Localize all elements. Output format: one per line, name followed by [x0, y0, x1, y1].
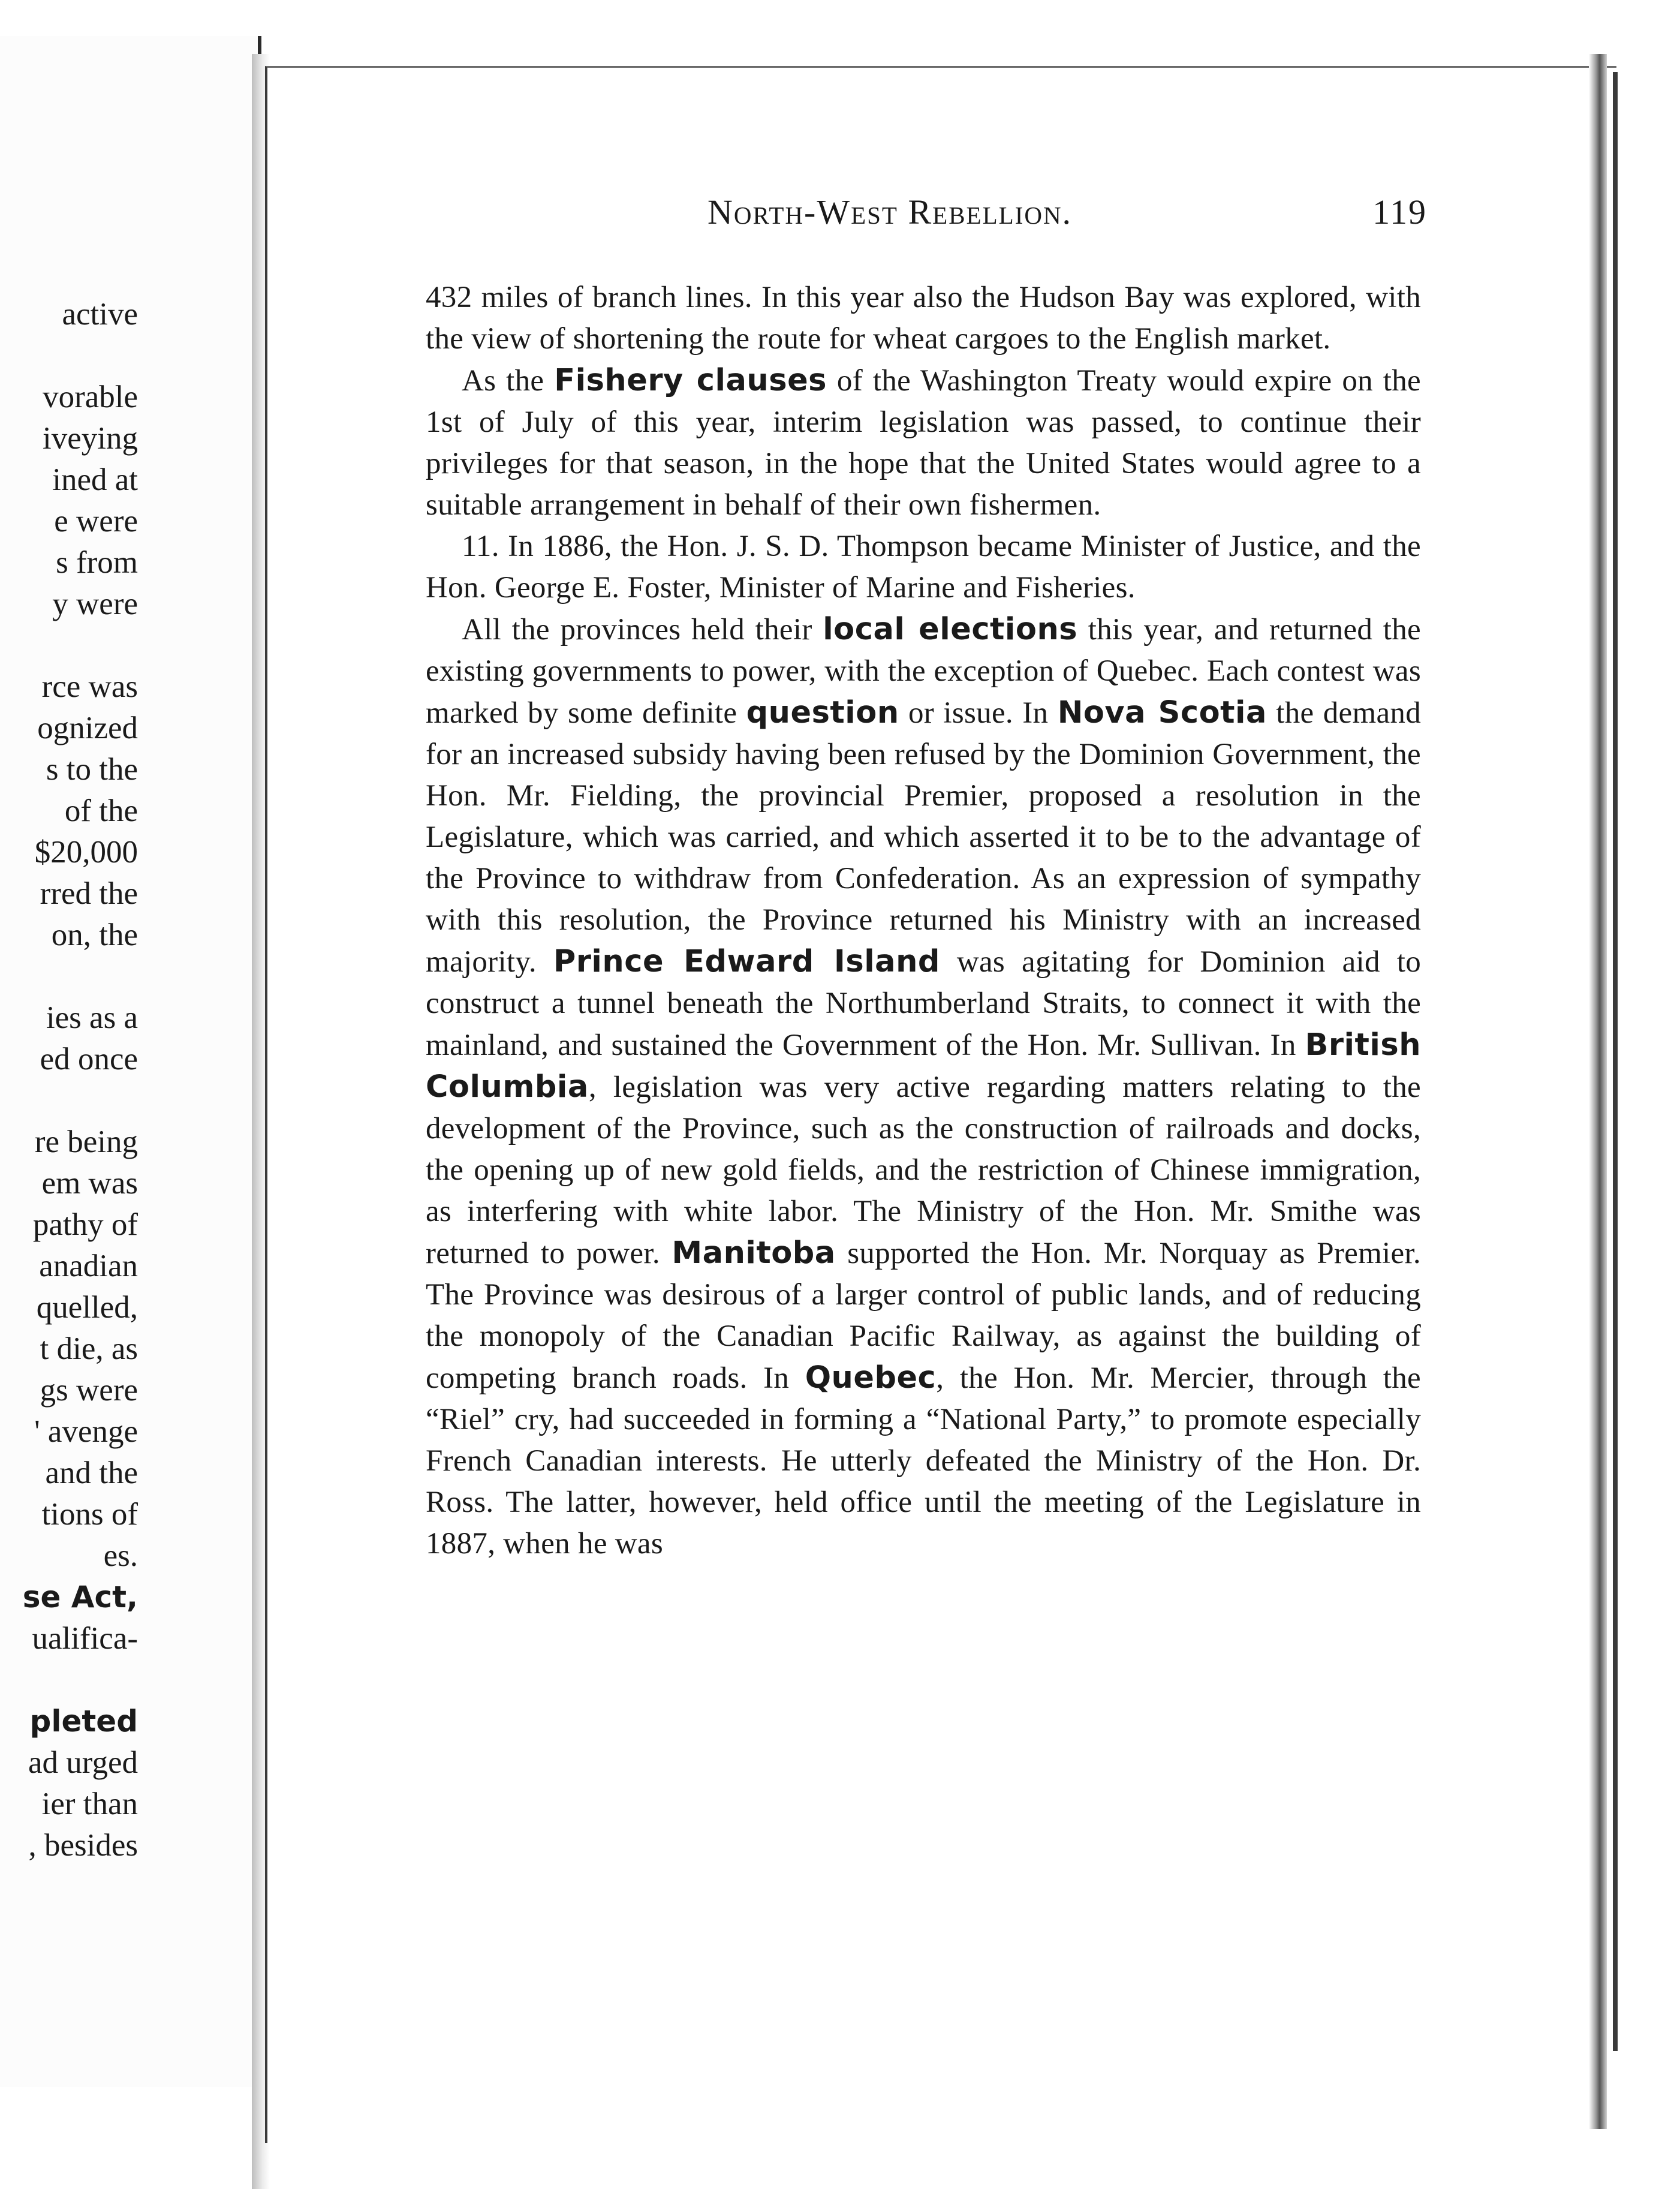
left-page-line: ognized	[37, 711, 138, 745]
left-page-line: iveying	[43, 421, 138, 456]
text-run: , legislation was very active regarding matters relating to the development of the Province, such as the construction of railroads and docks, the opening up of new gold fields, and the restriction of Chinese immigration, as interfering with white labor. The Ministry of the Hon. Mr. Smithe was returned to power.	[426, 1071, 1421, 1270]
left-page-line: tions of	[41, 1497, 138, 1532]
paragraph-2	[426, 360, 1421, 526]
left-page-line: ined at	[52, 462, 138, 497]
emphasis-local-elections: local elections	[823, 612, 1078, 647]
left-page-line: $20,000	[34, 835, 138, 870]
left-page-line: ier than	[41, 1787, 138, 1821]
paragraph-3: 11. In 1886, the Hon. J. S. D. Thompson became Minister of Justice, and the Hon. George E. Foster, Minister of Marine and Fisheries.	[426, 530, 1421, 605]
left-page-line: on, the	[51, 918, 138, 952]
page-edge	[1589, 54, 1607, 2129]
paragraph-4	[426, 609, 1421, 1565]
emphasis-nova-scotia: Nova Scotia	[1057, 695, 1267, 730]
emphasis-question: question	[746, 695, 899, 730]
page-body	[426, 277, 1421, 1565]
emphasis-british-columbia: British Columbia	[426, 1027, 1421, 1105]
paragraph-1: 432 miles of branch lines. In this year also the Hudson Bay was explored, with the view of shortening the route for wheat cargoes to the English market.	[426, 281, 1421, 356]
left-page-line: active	[62, 297, 138, 332]
text-run: or issue. In	[899, 696, 1058, 730]
emphasis-manitoba: Manitoba	[672, 1235, 836, 1271]
page-edge-shadow	[1613, 72, 1618, 2051]
left-page-line: ies as a	[46, 1000, 138, 1035]
running-title: North-West Rebellion.	[707, 193, 1073, 231]
left-page-line: quelled,	[36, 1290, 138, 1325]
left-page-line: , besides	[28, 1828, 138, 1863]
left-page-line: and the	[45, 1456, 138, 1490]
left-page-line: em was	[41, 1166, 138, 1201]
left-page-line: y were	[52, 587, 138, 621]
page-number: 119	[1372, 193, 1427, 231]
text-run: was agitating for Dominion aid to construct a tunnel beneath the Northumberland Straits, to connect it with the mainland, and sustained the Government of the Hon. Mr. Sullivan. In	[426, 945, 1421, 1062]
text-run: this year, and returned the existing governments to power, with the exception of Quebec. Each contest was marked by some definite	[426, 613, 1421, 730]
left-page-line: ed once	[40, 1042, 138, 1077]
left-page-line: vorable	[43, 380, 138, 414]
left-page-line: ad urged	[28, 1745, 138, 1780]
text-run: of the Washington Treaty would expire on the 1st of July of this year, interim legislation was passed, to continue their privileges for that season, in the hope that the United States would agree to a suitable arrangement in behalf of their own fishermen.	[426, 364, 1421, 522]
left-page	[0, 36, 261, 2087]
emphasis-quebec: Quebec	[805, 1360, 937, 1396]
left-page-line: gs were	[40, 1373, 138, 1408]
left-page-line: re being	[34, 1124, 138, 1159]
left-page-line: s to the	[46, 752, 138, 787]
left-page-line: of the	[64, 793, 138, 828]
left-page-line: t die, as	[40, 1331, 138, 1366]
left-page-line: pathy of	[32, 1207, 138, 1242]
left-page-line: pleted	[29, 1704, 138, 1739]
left-page-line: se Act,	[22, 1580, 138, 1614]
emphasis-fishery-clauses: Fishery clauses	[554, 363, 827, 398]
left-page-line: anadian	[39, 1249, 138, 1283]
left-page-line: ualifica-	[32, 1621, 138, 1656]
left-page-line: e were	[54, 504, 138, 539]
left-page-line: rce was	[41, 669, 138, 704]
text-run: the demand for an increased subsidy having been refused by the Dominion Government, the Hon. Mr. Fielding, the provincial Premier, proposed a resolution in the Legislature, which was carried, and which asserted it to be to the advantage of the Province to withdraw from Confederation. As an expression of sympathy with this resolution, the Province returned his Ministry with an increased majority.	[426, 696, 1421, 979]
left-page-line: s from	[56, 545, 138, 580]
text-run: , the Hon. Mr. Mercier, through the “Riel” cry, had succeeded in forming a “National Party,” to promote especially French Canadian interests. He utterly defeated the Ministry of the Hon. Dr. Ross. The latter, however, held office until the meeting of the Legislature in 1887, when he was	[426, 1361, 1421, 1560]
left-page-line: rred the	[40, 876, 138, 911]
left-page-line: es.	[103, 1538, 138, 1573]
text-run: As the	[462, 364, 555, 398]
emphasis-prince-edward-island: Prince Edward Island	[553, 944, 940, 979]
text-run: supported the Hon. Mr. Norquay as Premier. The Province was desirous of a larger control of public lands, and of reducing the monopoly of the Canadian Pacific Railway, as against the building of competing branch roads. In	[426, 1237, 1421, 1395]
text-run: All the provinces held their	[462, 613, 823, 647]
left-page-line: ' avenge	[34, 1414, 138, 1449]
